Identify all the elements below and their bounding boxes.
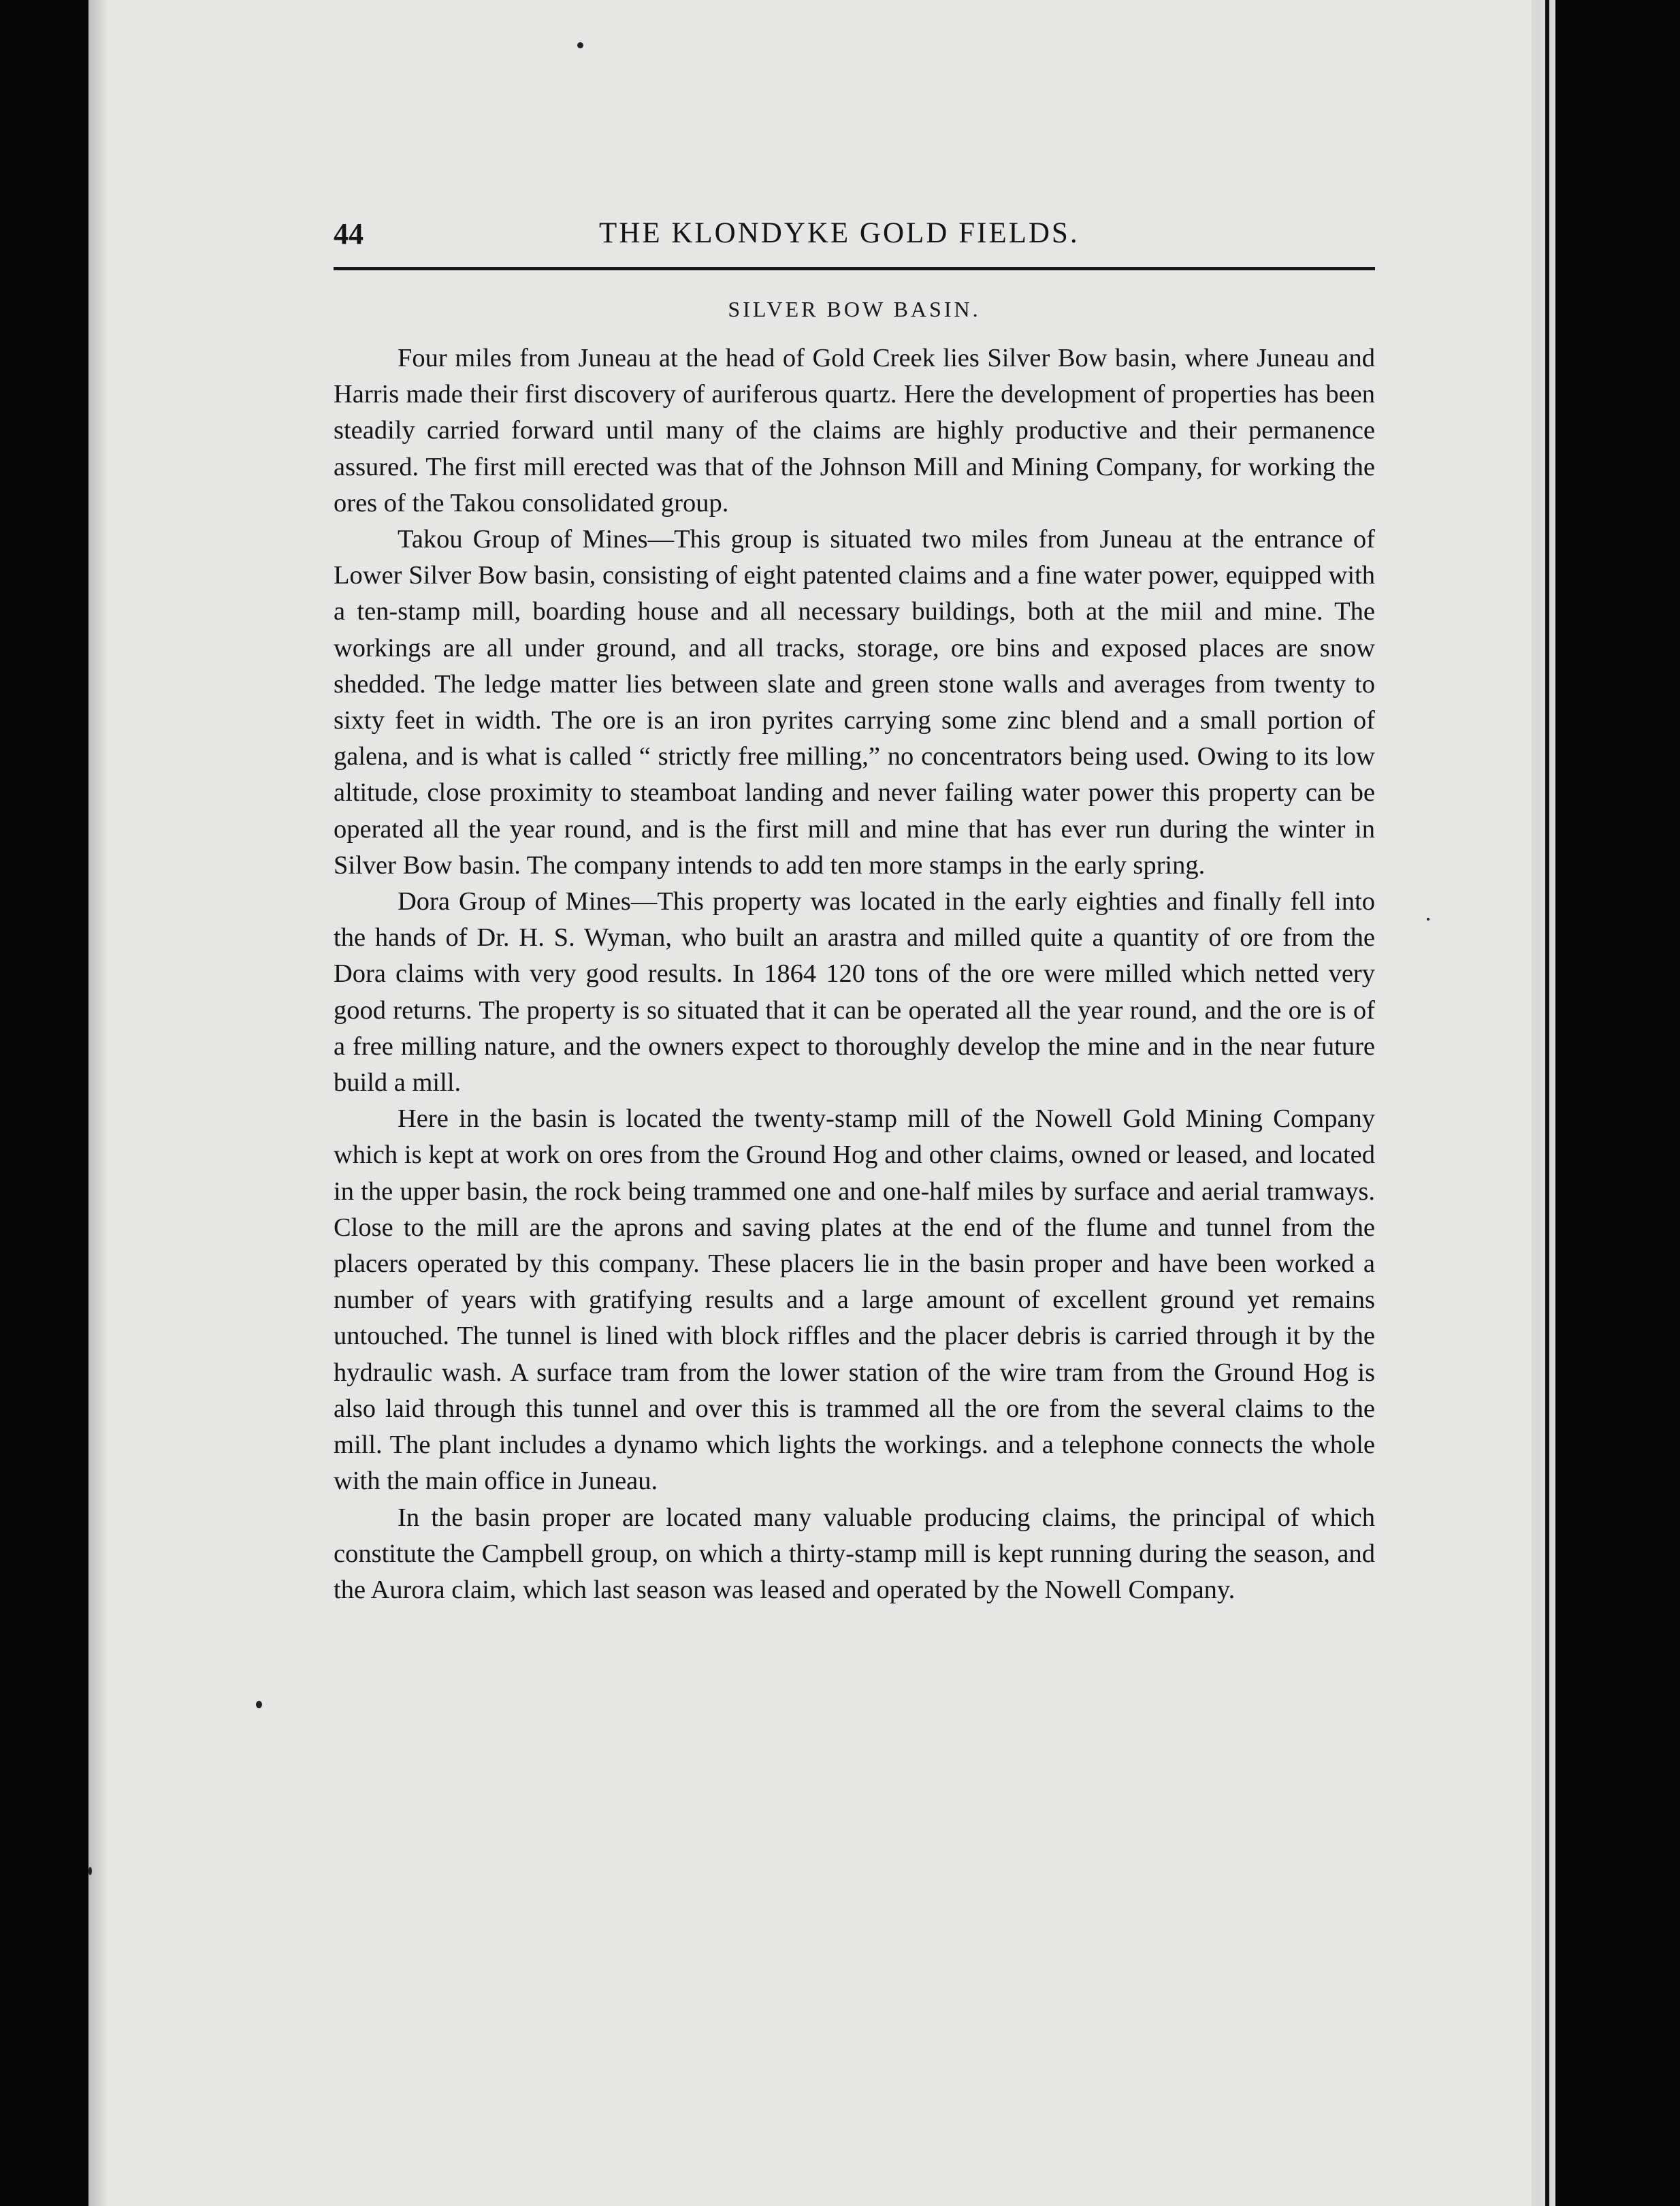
page-number: 44 <box>334 217 364 251</box>
ink-speck <box>256 1701 262 1708</box>
ink-speck <box>1427 918 1429 921</box>
running-title: THE KLONDYKE GOLD FIELDS. <box>599 217 1080 249</box>
ink-speck <box>88 1867 92 1875</box>
paragraph: Takou Group of Mines—This group is situated two miles from Juneau at the entrance of Lower Silver Bow basin, consisting of eight patented claims and a fine water power, equipped with a ten-stamp mill, boarding house and all necessary buildings, both at the miil and mine. The workings are all under ground, and all tracks, storage, ore bins and exposed places are snow shedded. The ledge matter lies between slate and green stone walls and averages from twenty to sixty feet in width. The ore is an iron pyrites carrying some zinc blend and a small portion of galena, and is what is called “ strictly free milling,” no concentrators being used. Owing to its low altitude, close proximity to steamboat landing and never failing water power this property can be operated all the year round, and is the first mill and mine that has ever run during the winter in Silver Bow basin. The company intends to add ten more stamps in the early spring. <box>334 525 1375 880</box>
paragraph: Here in the basin is located the twenty-stamp mill of the Nowell Gold Mining Company which is kept at work on ores from the Ground Hog and other claims, owned or leased, and located in the upper basin, the rock being trammed one and one-half miles by surface and aerial tramways. Close to the mill are the aprons and saving plates at the end of the flume and tunnel from the placers operated by this company. These placers lie in the basin proper and have been worked a number of years with gratifying results and a large amount of excellent ground yet remains untouched. The tunnel is lined with block riffles and the placer debris is carried through it by the hydraulic wash. A surface tram from the lower station of the wire tram from the Ground Hog is also laid through this tunnel and over this is trammed all the ore from the several claims to the mill. The plant includes a dynamo which lights the workings. and a telephone connects the whole with the main office in Juneau. <box>334 1104 1375 1496</box>
body-text <box>334 340 1375 1608</box>
adjacent-page-edge <box>1532 0 1555 2206</box>
paragraph: In the basin proper are located many valuable producing claims, the principal of which constitute the Campbell group, on which a thirty-stamp mill is kept running during the season, and the Aurora claim, which last season was leased and operated by the Nowell Company. <box>334 1503 1375 1604</box>
paragraph: Dora Group of Mines—This property was located in the early eighties and finally fell into the hands of Dr. H. S. Wyman, who built an arastra and milled quite a quantity of ore from the Dora claims with very good results. In 1864 120 tons of the ore were milled which netted very good returns. The property is so situated that it can be operated all the year round, and the ore is of a free milling nature, and the owners expect to thoroughly develop the mine and in the near future build a mill. <box>334 887 1375 1098</box>
ink-speck <box>577 42 583 48</box>
section-heading: SILVER BOW BASIN. <box>728 297 981 321</box>
page-edge-shadow <box>88 0 109 2206</box>
paragraph: Four miles from Juneau at the head of Gold Creek lies Silver Bow basin, where Juneau and Harris made their first discovery of auriferous quartz. Here the development of properties has been steadily carried forward until many of the claims are highly productive and their permanence assured. The first mill erected was that of the Johnson Mill and Mining Company, for working the ores of the Takou consolidated group. <box>334 344 1375 517</box>
running-header <box>334 217 1375 264</box>
header-rule <box>334 267 1375 270</box>
binding-line <box>1545 0 1549 2206</box>
